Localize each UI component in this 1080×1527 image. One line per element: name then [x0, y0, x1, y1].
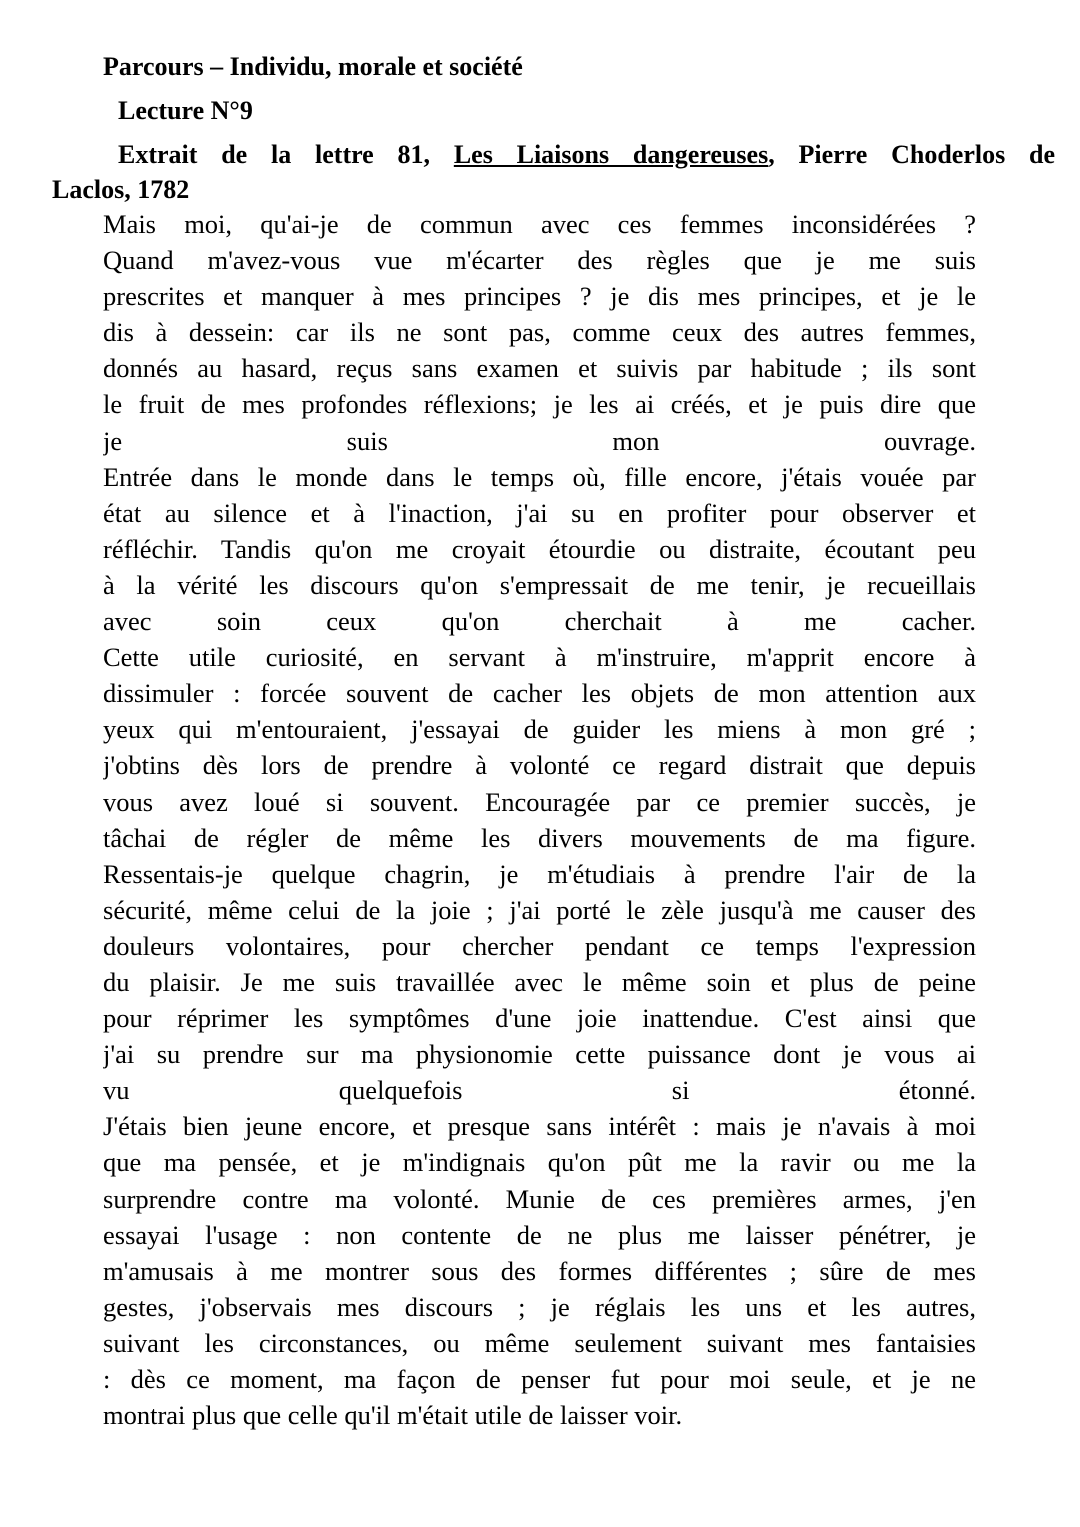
text-line: essayai l'usage : non contente de ne plus me laisser pénétrer, je [103, 1219, 976, 1250]
text-line: état au silence et à l'inaction, j'ai su en profiter pour observer et [103, 497, 976, 528]
text-line: vous avez loué si souvent. Encouragée par ce premier succès, je [103, 786, 976, 817]
text-line: tâchai de régler de même les divers mouvements de ma figure. [103, 822, 976, 853]
text-line: j'obtins dès lors de prendre à volonté ce regard distrait que depuis [103, 750, 976, 781]
extract-author: , Pierre Choderlos de [768, 140, 1055, 169]
text-line: surprendre contre ma volonté. Munie de ces premières armes, j'en [103, 1183, 976, 1214]
text-line: j'ai su prendre sur ma physionomie cette puissance dont je vous ai [103, 1039, 976, 1070]
extract-source-line [118, 140, 1055, 170]
text-line: pour réprimer les symptômes d'une joie inattendue. C'est ainsi que [103, 1003, 976, 1034]
text-line: Quand m'avez-vous vue m'écarter des règles que je me suis [103, 245, 976, 276]
text-line: douleurs volontaires, pour chercher pendant ce temps l'expression [103, 930, 976, 961]
text-line: du plaisir. Je me suis travaillée avec le même soin et plus de peine [103, 966, 976, 997]
extract-source-line-2: Laclos, 1782 [52, 175, 190, 204]
text-line: à la vérité les discours qu'on s'empressait de me tenir, je recueillais [103, 569, 976, 600]
extract-prefix: Extrait de la lettre 81, [118, 140, 454, 169]
text-line: sécurité, même celui de la joie ; j'ai porté le zèle jusqu'à me causer des [103, 894, 976, 925]
text-line: le fruit de mes profondes réflexions; je les ai créés, et je puis dire que [103, 389, 976, 420]
text-line: que ma pensée, et je m'indignais qu'on pût me la ravir ou me la [103, 1147, 976, 1178]
letter-excerpt [103, 206, 976, 1433]
section-heading: Parcours – Individu, morale et société [103, 52, 523, 81]
text-line: vu quelquefois si étonné. [103, 1075, 976, 1106]
text-line: Ressentais-je quelque chagrin, je m'étudiais à prendre l'air de la [103, 858, 976, 889]
reading-number: Lecture N°9 [118, 96, 253, 125]
text-line: je suis mon ouvrage. [103, 425, 976, 456]
text-line: yeux qui m'entouraient, j'essayai de guider les miens à mon gré ; [103, 714, 976, 745]
text-line: réfléchir. Tandis qu'on me croyait étourdie ou distraite, écoutant peu [103, 533, 976, 564]
text-line: dissimuler : forcée souvent de cacher les objets de mon attention aux [103, 678, 976, 709]
text-line: gestes, j'observais mes discours ; je réglais les uns et les autres, [103, 1291, 976, 1322]
text-line: avec soin ceux qu'on cherchait à me cacher. [103, 606, 976, 637]
text-line: m'amusais à me montrer sous des formes différentes ; sûre de mes [103, 1255, 976, 1286]
text-line: donnés au hasard, reçus sans examen et suivis par habitude ; ils sont [103, 353, 976, 384]
text-line: : dès ce moment, ma façon de penser fut pour moi seule, et je ne [103, 1364, 976, 1394]
text-line: dis à dessein: car ils ne sont pas, comme ceux des autres femmes, [103, 317, 976, 348]
text-line: suivant les circonstances, ou même seulement suivant mes fantaisies [103, 1327, 976, 1358]
text-line: J'étais bien jeune encore, et presque sans intérêt : mais je n'avais à moi [103, 1111, 976, 1142]
text-line: Cette utile curiosité, en servant à m'instruire, m'apprit encore à [103, 642, 976, 673]
text-line: prescrites et manquer à mes principes ? je dis mes principes, et je le [103, 281, 976, 312]
work-title: Les Liaisons dangereuses [453, 140, 769, 169]
text-line: Mais moi, qu'ai-je de commun avec ces femmes inconsidérées ? [103, 209, 976, 239]
text-line: Entrée dans le monde dans le temps où, fille encore, j'étais vouée par [103, 461, 976, 492]
text-line: montrai plus que celle qu'il m'était utile de laisser voir. [103, 1400, 683, 1431]
